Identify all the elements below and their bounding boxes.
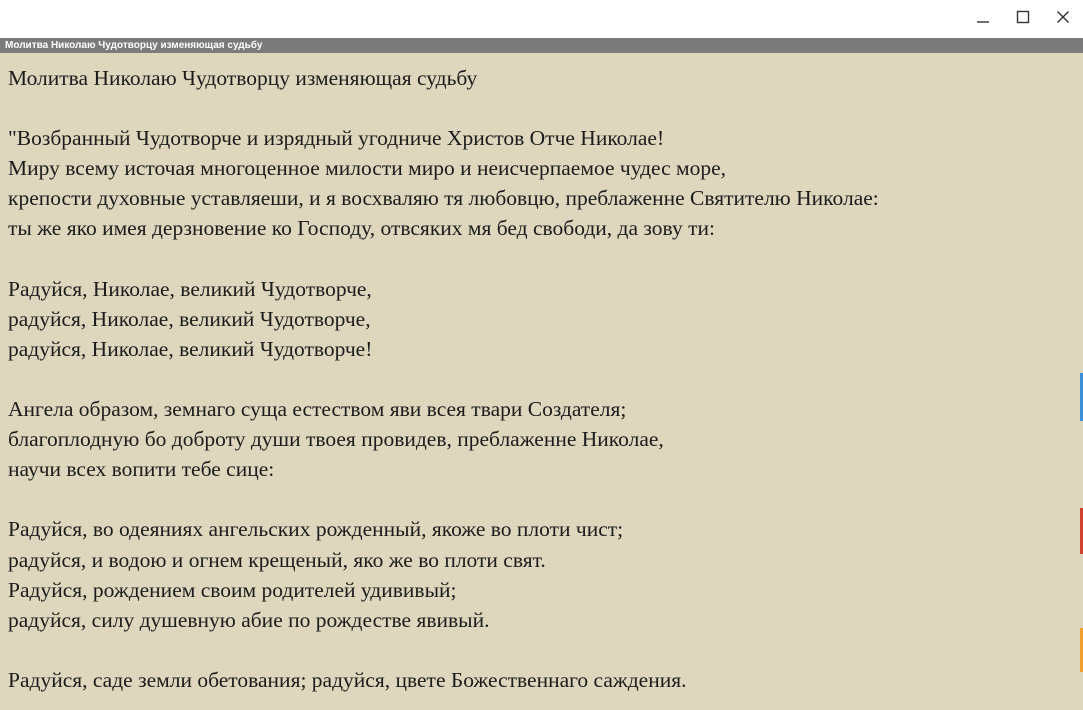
- text-line: радуйся, Николае, великий Чудотворче,: [8, 306, 371, 331]
- text-line: крепости духовные уставляеши, и я восхваляю тя любовцю, преблаженне Святителю Николае:: [8, 186, 879, 211]
- text-line: Радуйся, саде земли обетования; радуйся, цвете Божественнаго саждения.: [8, 667, 687, 692]
- text-line: Радуйся, рождением своим родителей удививый;: [8, 577, 457, 602]
- text-line: благоплодную бо доброту души твоея провидев, преблаженне Николае,: [8, 427, 664, 452]
- blank-line: [8, 244, 1068, 274]
- text-line: Миру всему источая многоценное милости миро и неисчерпаемое чудес море,: [8, 156, 727, 181]
- text-line: радуйся, и водою и огнем крещеный, яко же во плоти свят.: [8, 547, 546, 572]
- blank-line: [8, 93, 1068, 123]
- text-line: радуйся, Николае, великий Чудотворче!: [8, 336, 373, 361]
- blank-line: [8, 364, 1068, 394]
- text-line: научи всех вопити тебе сице:: [8, 457, 275, 482]
- minimize-button[interactable]: [963, 0, 1003, 34]
- maximize-icon: [1016, 10, 1030, 24]
- document-title-bar: Молитва Николаю Чудотворцу изменяющая судьбу: [0, 38, 1083, 53]
- text-line: Молитва Николаю Чудотворцу изменяющая судьбу: [8, 66, 478, 90]
- text-line: ты же яко имея дерзновение ко Господу, отвсяких мя бед свободи, да зову ти:: [8, 216, 715, 241]
- text-line: Радуйся, во одеяниях ангельских рожденный, якоже во плоти чист;: [8, 517, 624, 542]
- text-line: "Возбранный Чудотворче и изрядный угодниче Христов Отче Николае!: [8, 126, 665, 151]
- window-controls: [963, 0, 1083, 34]
- blank-line: [8, 635, 1068, 665]
- close-icon: [1056, 10, 1070, 24]
- text-line: Радуйся, Николае, великий Чудотворче,: [8, 276, 372, 301]
- minimize-icon: [976, 10, 990, 24]
- prayer-text: [8, 63, 1068, 695]
- close-button[interactable]: [1043, 0, 1083, 34]
- text-line: радуйся, силу душевную абие по рождестве явивый.: [8, 607, 490, 632]
- reader-pane[interactable]: [0, 53, 1083, 710]
- text-line: Ангела образом, земнаго суща естеством яви всея твари Создателя;: [8, 397, 627, 422]
- blank-line: [8, 484, 1068, 514]
- maximize-button[interactable]: [1003, 0, 1043, 34]
